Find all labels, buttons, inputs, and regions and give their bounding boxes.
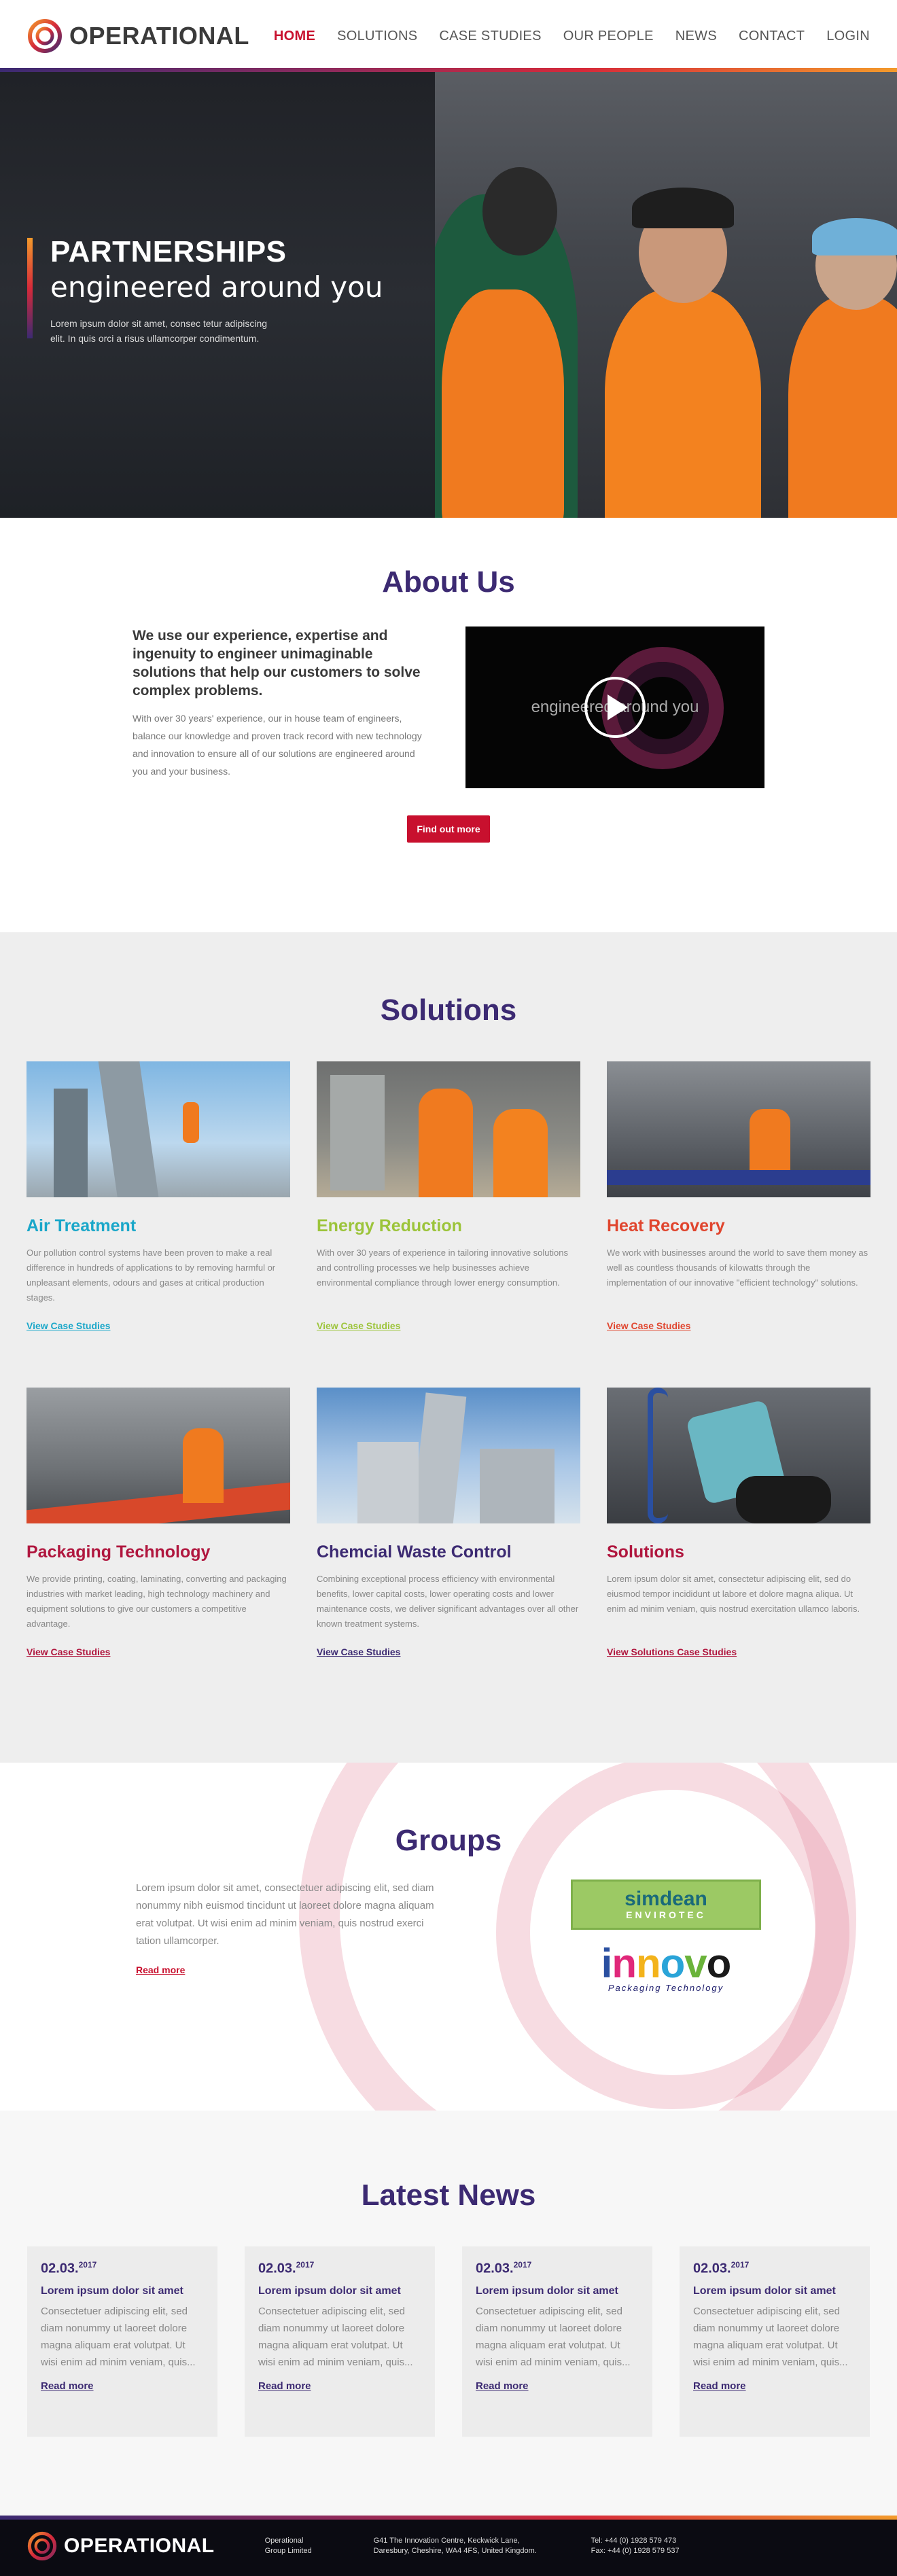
news-date: 02.03.$^{2017}$ <box>693 2260 750 2276</box>
heat-recovery-image <box>607 1061 870 1197</box>
main-nav <box>252 29 870 44</box>
hi-vis-vest-shape <box>788 296 897 518</box>
solutions-image <box>607 1388 870 1523</box>
news-section <box>0 2111 897 2516</box>
groups-section <box>0 1763 897 2111</box>
news-read-more-link[interactable]: Read more <box>41 2380 94 2392</box>
solution-card-packaging-technology <box>27 1388 290 1680</box>
cap-shape <box>632 188 734 228</box>
solution-body: Lorem ipsum dolor sit amet, consectetur adipiscing elit, sed do eiusmod tempor incididunt ut labore et dolore magna aliqua. Ut enim ad minim veniam, quis nostrud exercitation ullamco laboris. <box>607 1574 860 1614</box>
footer-contact <box>591 2536 680 2556</box>
groups-body: Lorem ipsum dolor sit amet, consectetuer adipiscing elit, sed diam nonummy nibh euismod tincidunt ut laoreet dolore magna aliquam erat volutpat. Ut wisi enim ad minim veniam, quis nostrud exerci tation ullamcorper. <box>136 1882 434 1947</box>
solution-card-air-treatment <box>27 1061 290 1354</box>
hi-vis-vest-shape <box>605 289 761 518</box>
hero-banner <box>0 72 897 518</box>
packaging-technology-image <box>27 1388 290 1523</box>
view-case-studies-link[interactable]: View Case Studies <box>607 1320 691 1331</box>
news-body: Consectetuer adipiscing elit, sed diam nonummy ut laoreet dolore magna aliquam erat volutpat. Ut wisi enim ad minim veniam, quis... <box>693 2305 848 2368</box>
nav-contact[interactable]: CONTACT <box>738 28 805 43</box>
solutions-title: Solutions <box>380 993 517 1027</box>
worker-head-shape <box>482 167 557 255</box>
footer-fax: Fax: +44 (0) 1928 579 537 <box>591 2546 680 2555</box>
site-header <box>0 0 897 72</box>
groups-text <box>136 1880 435 1993</box>
news-body: Consectetuer adipiscing elit, sed diam nonummy ut laoreet dolore magna aliquam erat volutpat. Ut wisi enim ad minim veniam, quis... <box>258 2305 413 2368</box>
solution-card-heat-recovery <box>607 1061 870 1354</box>
footer-gradient-bar <box>0 2516 897 2520</box>
about-title: About Us <box>382 565 515 599</box>
news-title[interactable]: Lorem ipsum dolor sit amet <box>476 2284 618 2297</box>
site-footer <box>0 2516 897 2576</box>
solution-title: Chemcial Waste Control <box>317 1542 512 1562</box>
view-case-studies-link[interactable]: View Case Studies <box>27 1320 111 1331</box>
about-content <box>0 627 897 788</box>
innovo-logo-subtitle: Packaging Technology <box>608 1983 724 1993</box>
about-lead: We use our experience, expertise and ingenuity to engineer unimaginable solutions that help our customers to solve complex problems. <box>133 628 421 699</box>
video-caption: engineered around you <box>531 698 699 716</box>
hero-accent-bar <box>27 238 33 338</box>
footer-tel[interactable]: Tel: +44 (0) 1928 579 473 <box>591 2536 677 2545</box>
nav-solutions[interactable]: SOLUTIONS <box>337 28 418 43</box>
groups-content <box>0 1880 897 1993</box>
nav-news[interactable]: NEWS <box>675 28 717 43</box>
solution-body: Combining exceptional process efficiency with environmental benefits, lower capital costs, lower operating costs and lower maintenance costs, we deliver significant advantages over all other known treatment systems. <box>317 1574 579 1629</box>
solution-body: Our pollution control systems have been proven to make a real difference in hundreds of applications to by removing harmful or unpleasant elements, odours and gases at critical production stages. <box>27 1248 276 1303</box>
solution-body: We work with businesses around the world to save them money as well as countless thousands of kilowatts through the implementation of our innovative "efficient technology" solutions. <box>607 1248 868 1288</box>
solutions-section <box>0 932 897 1763</box>
nav-login[interactable]: LOGIN <box>826 28 870 43</box>
nav-our-people[interactable]: OUR PEOPLE <box>563 28 654 43</box>
solution-title: Solutions <box>607 1542 684 1562</box>
news-date: 02.03.$^{2017}$ <box>476 2260 532 2276</box>
about-text <box>133 627 432 788</box>
news-title[interactable]: Lorem ipsum dolor sit amet <box>693 2284 836 2297</box>
hero-subtitle: engineered around you <box>50 270 383 304</box>
footer-logo[interactable] <box>27 2531 215 2561</box>
energy-reduction-image <box>317 1061 580 1197</box>
footer-brand-name: OPERATIONAL <box>64 2534 215 2557</box>
find-out-more-button[interactable]: Find out more <box>407 815 490 843</box>
hairnet-shape <box>812 218 897 255</box>
play-button[interactable] <box>584 677 646 738</box>
hero-title: PARTNERSHIPS <box>50 235 287 268</box>
innovo-logo-wordmark: innovo <box>601 1941 731 1986</box>
innovo-packaging-logo[interactable] <box>601 1941 731 1993</box>
view-solutions-case-studies-link[interactable]: View Solutions Case Studies <box>607 1646 737 1657</box>
view-case-studies-link[interactable]: View Case Studies <box>27 1646 111 1657</box>
solution-title: Energy Reduction <box>317 1216 462 1235</box>
hero-text-block <box>27 235 383 346</box>
news-title[interactable]: Lorem ipsum dolor sit amet <box>258 2284 401 2297</box>
solutions-grid <box>0 1061 897 1680</box>
simdean-logo-subtitle: ENVIROTEC <box>626 1909 706 1920</box>
brand-name: OPERATIONAL <box>69 22 249 50</box>
solution-card-chemical-waste-control <box>317 1388 580 1680</box>
hi-vis-vest-shape <box>442 289 564 518</box>
news-card <box>462 2246 652 2437</box>
groups-read-more-link[interactable]: Read more <box>136 1964 186 1975</box>
group-logos <box>571 1880 761 1993</box>
news-title: Latest News <box>361 2178 536 2212</box>
solution-body: With over 30 years of experience in tailoring innovative solutions and controlling processes we help businesses achieve environmental compliance through lower energy consumption. <box>317 1248 568 1288</box>
solution-card-energy-reduction <box>317 1061 580 1354</box>
view-case-studies-link[interactable]: View Case Studies <box>317 1646 401 1657</box>
simdean-logo-name: simdean <box>625 1888 707 1910</box>
hero-photo <box>435 72 897 518</box>
groups-title: Groups <box>395 1824 502 1857</box>
news-title[interactable]: Lorem ipsum dolor sit amet <box>41 2284 183 2297</box>
news-grid <box>0 2246 897 2437</box>
logo-icon <box>27 18 63 54</box>
video-player[interactable] <box>465 627 764 788</box>
news-card <box>27 2246 217 2437</box>
news-read-more-link[interactable]: Read more <box>693 2380 746 2392</box>
news-date: 02.03.$^{2017}$ <box>258 2260 315 2276</box>
solution-card-solutions <box>607 1388 870 1680</box>
solution-title: Packaging Technology <box>27 1542 211 1562</box>
solution-title: Air Treatment <box>27 1216 137 1235</box>
view-case-studies-link[interactable]: View Case Studies <box>317 1320 401 1331</box>
news-card <box>245 2246 435 2437</box>
footer-company: Operational Group Limited <box>264 2536 312 2555</box>
nav-home[interactable]: HOME <box>273 28 316 43</box>
news-card <box>680 2246 870 2437</box>
air-treatment-image <box>27 1061 290 1197</box>
news-body: Consectetuer adipiscing elit, sed diam nonummy ut laoreet dolore magna aliquam erat volutpat. Ut wisi enim ad minim veniam, quis... <box>476 2305 631 2368</box>
logo-icon <box>27 2531 57 2561</box>
news-read-more-link[interactable]: Read more <box>258 2380 311 2392</box>
nav-case-studies[interactable]: CASE STUDIES <box>439 28 542 43</box>
news-body: Consectetuer adipiscing elit, sed diam nonummy ut laoreet dolore magna aliquam erat volutpat. Ut wisi enim ad minim veniam, quis... <box>41 2305 196 2368</box>
about-section <box>0 518 897 932</box>
solution-body: We provide printing, coating, laminating, converting and packaging industries with market leading, high technology machinery and equipment solutions to give our customers a competitive advantage. <box>27 1574 287 1629</box>
solution-title: Heat Recovery <box>607 1216 725 1235</box>
about-body: With over 30 years' experience, our in house team of engineers, balance our knowledge and proven track record with new technology and innovation to ensure all of our solutions are engineered around you and your business. <box>133 713 422 777</box>
chemical-waste-control-image <box>317 1388 580 1523</box>
simdean-envirotec-logo[interactable] <box>571 1880 761 1930</box>
news-read-more-link[interactable]: Read more <box>476 2380 529 2392</box>
footer-address: G41 The Innovation Centre, Keckwick Lane, Daresbury, Cheshire, WA4 4FS, United Kingdom. <box>373 2536 537 2555</box>
logo[interactable] <box>27 18 249 54</box>
hero-body: Lorem ipsum dolor sit amet, consec tetur adipiscing elit. In quis orci a risus ullamcorper condimentum. <box>50 318 268 344</box>
play-icon <box>608 694 628 720</box>
news-date: 02.03.$^{2017}$ <box>41 2260 97 2276</box>
